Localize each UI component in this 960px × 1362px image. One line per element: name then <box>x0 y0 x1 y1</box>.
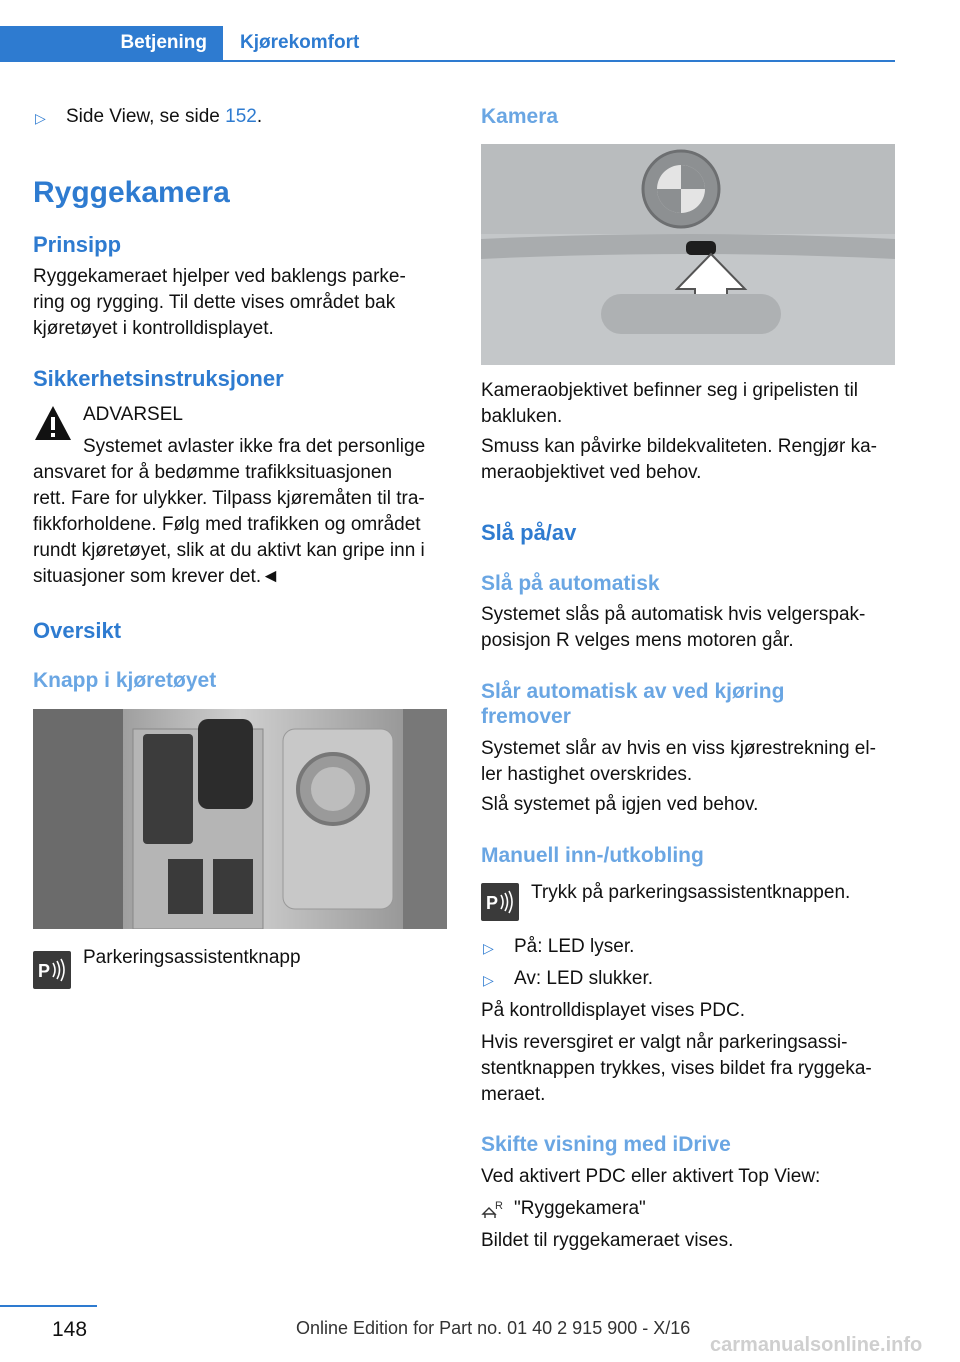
pdc-text: På kontrolldisplayet vises PDC. <box>481 1000 745 1021</box>
auto-on-text <box>481 602 895 654</box>
watermark: carmanualsonline.info <box>710 1334 923 1356</box>
button-caption: Parkeringsassistentknapp <box>83 947 301 968</box>
text-line: ansvaret for å bedømme trafikksituasjonen <box>33 462 393 483</box>
bullet-on: På: LED lyser. <box>514 936 635 957</box>
text-line: Systemet slår av hvis en viss kjørestrekning el‐ <box>481 738 876 759</box>
text-line: Smuss kan påvirke bildekvaliteten. Rengjør ka‐ <box>481 436 878 457</box>
text-line: rundt kjøretøyet, slik at du aktivt kan gripe inn i <box>33 540 425 561</box>
text-line: Hvis reversgiret er valgt når parkeringsassi‐ <box>481 1032 848 1053</box>
side-view-text: Side View, se side <box>66 106 226 127</box>
warning-text <box>33 460 453 590</box>
text-line: ler hastighet overskrides. <box>481 764 693 785</box>
text-line: meraet. <box>481 1084 546 1105</box>
tab-kjorekomfort[interactable] <box>223 26 423 60</box>
parking-assistant-icon <box>33 951 71 989</box>
text-line: kjøretøyet i kontrolldisplayet. <box>33 318 274 339</box>
period: . <box>256 106 263 127</box>
idrive-result: Bildet til ryggekameraet vises. <box>481 1230 734 1251</box>
text-line: meraobjektivet ved behov. <box>481 462 702 483</box>
warning-triangle-icon <box>33 404 73 447</box>
button-heading: Knapp i kjøretøyet <box>33 669 217 692</box>
tab-betjening[interactable] <box>0 26 223 60</box>
manual-heading: Manuell inn-/utkobling <box>481 844 704 867</box>
camera-photo <box>481 144 895 365</box>
idrive-item[interactable]: "Ryggekamera" <box>514 1198 646 1219</box>
header-divider <box>0 60 895 62</box>
rear-camera-icon <box>481 1198 505 1225</box>
camera-text-2 <box>481 434 901 486</box>
text-line: situasjoner som krever det.◄ <box>33 566 280 587</box>
bullet-off: Av: LED slukker. <box>514 968 654 989</box>
bullet-triangle-icon: ▷ <box>35 110 46 126</box>
page-title: Ryggekamera <box>33 176 230 209</box>
header <box>0 26 895 62</box>
svg-text:P: P <box>486 893 499 913</box>
warning-label: ADVARSEL <box>83 404 183 425</box>
console-photo <box>33 709 447 929</box>
page-link[interactable]: 152 <box>225 106 257 127</box>
text-line: fikkforholdene. Følg med trafikken og området <box>33 514 421 535</box>
page-number: 148 <box>52 1318 88 1341</box>
camera-heading: Kamera <box>481 105 559 128</box>
text-line: Kameraobjektivet befinner seg i gripelisten til <box>481 380 859 401</box>
parking-assistant-icon <box>481 883 519 921</box>
auto-off-heading <box>481 679 895 729</box>
auto-off-text-2: Slå systemet på igjen ved behov. <box>481 794 759 815</box>
text-line: bakluken. <box>481 406 563 427</box>
camera-text-1 <box>481 378 895 430</box>
text-line: posisjon R velges mens motoren går. <box>481 630 794 651</box>
idrive-text: Ved aktivert PDC eller aktivert Top View: <box>481 1166 821 1187</box>
auto-on-heading: Slå på automatisk <box>481 572 660 595</box>
safety-heading: Sikkerhetsinstruksjoner <box>33 366 284 391</box>
side-view-bullet <box>66 104 446 130</box>
onoff-heading: Slå på/av <box>481 520 577 545</box>
tab-kjorekomfort-label: Kjørekomfort <box>240 32 360 53</box>
text-line: rett. Fare for ulykker. Tilpass kjøremåten til tra‐ <box>33 488 425 509</box>
footer-divider <box>0 1305 97 1307</box>
idrive-heading: Skifte visning med iDrive <box>481 1133 731 1156</box>
auto-off-text <box>481 736 901 788</box>
heading-line: fremover <box>481 705 571 728</box>
tab-betjening-label: Betjening <box>120 32 207 53</box>
bullet-triangle-icon: ▷ <box>483 972 494 988</box>
prinsipp-text <box>33 264 447 342</box>
bullet-triangle-icon: ▷ <box>483 940 494 956</box>
manual-text: Trykk på parkeringsassistentknappen. <box>531 882 851 903</box>
edition-text: Online Edition for Part no. 01 40 2 915 900 - X/16 <box>296 1318 691 1338</box>
heading-line: Slår automatisk av ved kjøring <box>481 680 785 703</box>
reverse-text <box>481 1030 901 1108</box>
overview-heading: Oversikt <box>33 618 122 643</box>
text-line: Systemet slås på automatisk hvis velgerspak‐ <box>481 604 866 625</box>
text-line: ring og rygging. Til dette vises området bak <box>33 292 396 313</box>
warning-line: Systemet avlaster ikke fra det personlige <box>83 436 426 457</box>
prinsipp-heading: Prinsipp <box>33 232 122 257</box>
text-line: stentknappen trykkes, vises bildet fra ryggeka‐ <box>481 1058 872 1079</box>
svg-text:R: R <box>495 1200 503 1212</box>
svg-text:P: P <box>38 961 51 981</box>
text-line: Ryggekameraet hjelper ved baklengs parke‐ <box>33 266 406 287</box>
